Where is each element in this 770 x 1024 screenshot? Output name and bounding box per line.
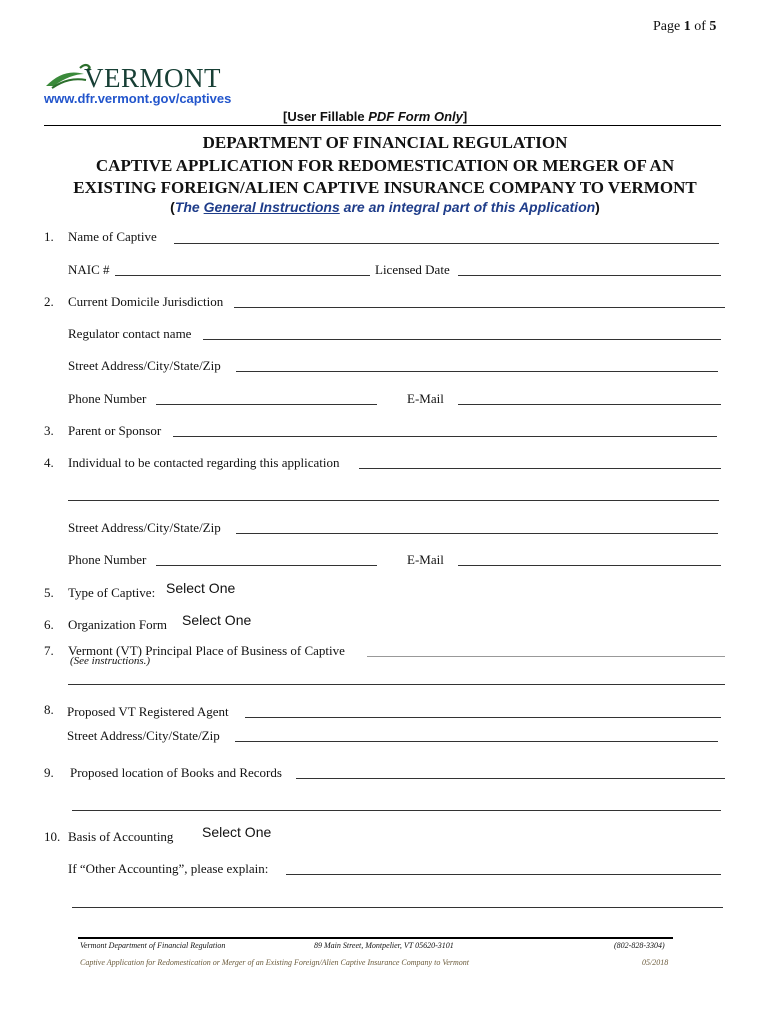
item-number: 1. — [44, 229, 54, 244]
name-of-captive-label: Name of Captive — [68, 229, 157, 244]
item-number: 7. — [44, 643, 54, 658]
street-address-label: Street Address/City/State/Zip — [68, 520, 221, 535]
type-of-captive-select[interactable]: Select One — [166, 580, 236, 596]
email-field[interactable] — [458, 565, 721, 566]
header-divider — [44, 125, 721, 126]
contact-individual-field-2[interactable] — [68, 500, 719, 501]
item-number: 9. — [44, 765, 54, 780]
footer-address: 89 Main Street, Montpelier, VT 05620-3101 — [314, 941, 454, 950]
form-title-line1: CAPTIVE APPLICATION FOR REDOMESTICATION OR MERGER OF AN — [95, 156, 675, 175]
email-field[interactable] — [458, 404, 721, 405]
phone-field[interactable] — [156, 565, 377, 566]
fillable-note: [User Fillable PDF Form Only] — [283, 109, 468, 124]
footer-form-title: Captive Application for Redomestication or Merger of an Existing Foreign/Alien Captive Insurance Company to Vermont — [80, 958, 469, 967]
organization-form-label: Organization Form — [68, 617, 168, 632]
basis-accounting-label: Basis of Accounting — [68, 829, 174, 844]
principal-place-field[interactable] — [367, 656, 725, 657]
basis-accounting-select[interactable]: Select One — [202, 824, 272, 840]
licensed-date-field[interactable] — [458, 275, 721, 276]
street-address-label: Street Address/City/State/Zip — [68, 358, 221, 373]
item-number: 2. — [44, 294, 54, 309]
street-address-field[interactable] — [236, 371, 718, 372]
page-number: Page 1 of 5 — [653, 19, 717, 34]
principal-place-field-2[interactable] — [68, 684, 725, 685]
item-number: 10. — [44, 829, 61, 844]
current-domicile-label: Current Domicile Jurisdiction — [68, 294, 224, 309]
see-instructions-note: (See instructions.) — [70, 655, 151, 667]
footer-department: Vermont Department of Financial Regulation — [80, 941, 226, 950]
logo-wordmark: VERMONT — [84, 63, 221, 93]
item-number: 3. — [44, 423, 54, 438]
phone-label: Phone Number — [68, 391, 147, 406]
website-link[interactable]: www.dfr.vermont.gov/captives — [44, 91, 232, 106]
item-number: 5. — [44, 585, 54, 600]
form-title-line2: EXISTING FOREIGN/ALIEN CAPTIVE INSURANCE COMPANY TO VERMONT — [73, 178, 697, 197]
principal-place-label: Vermont (VT) Principal Place of Business of Captive — [68, 643, 345, 658]
books-records-field[interactable] — [296, 778, 725, 779]
other-accounting-field-2[interactable] — [72, 907, 723, 908]
footer-phone: (802-828-3304) — [614, 941, 665, 950]
other-accounting-field[interactable] — [286, 874, 721, 875]
books-records-field-2[interactable] — [72, 810, 721, 811]
licensed-date-label: Licensed Date — [375, 262, 450, 277]
naic-label: NAIC # — [68, 262, 110, 277]
street-address-label: Street Address/City/State/Zip — [67, 728, 220, 743]
item-number: 6. — [44, 617, 54, 632]
department-title: DEPARTMENT OF FINANCIAL REGULATION — [202, 133, 568, 152]
books-records-label: Proposed location of Books and Records — [70, 765, 282, 780]
registered-agent-field[interactable] — [245, 717, 721, 718]
item-number: 8. — [44, 702, 54, 717]
contact-individual-label: Individual to be contacted regarding this application — [68, 455, 340, 470]
street-address-field[interactable] — [235, 741, 718, 742]
regulator-contact-label: Regulator contact name — [68, 326, 192, 341]
current-domicile-field[interactable] — [234, 307, 725, 308]
general-instructions-link[interactable]: General Instructions — [203, 199, 340, 215]
instructions-note: (The General Instructions are an integral part of this Application) — [170, 199, 600, 215]
naic-field[interactable] — [115, 275, 370, 276]
email-label: E-Mail — [407, 391, 444, 406]
footer-divider — [78, 937, 673, 939]
type-of-captive-label: Type of Captive: — [68, 585, 156, 600]
organization-form-select[interactable]: Select One — [182, 612, 252, 628]
phone-label: Phone Number — [68, 552, 147, 567]
name-of-captive-field[interactable] — [174, 243, 719, 244]
item-number: 4. — [44, 455, 54, 470]
parent-sponsor-label: Parent or Sponsor — [68, 423, 162, 438]
regulator-contact-field[interactable] — [203, 339, 721, 340]
registered-agent-label: Proposed VT Registered Agent — [67, 704, 229, 719]
other-accounting-label: If “Other Accounting”, please explain: — [68, 861, 269, 876]
email-label: E-Mail — [407, 552, 444, 567]
parent-sponsor-field[interactable] — [173, 436, 717, 437]
contact-individual-field[interactable] — [359, 468, 721, 469]
street-address-field[interactable] — [236, 533, 718, 534]
phone-field[interactable] — [156, 404, 377, 405]
footer-date: 05/2018 — [642, 958, 669, 967]
